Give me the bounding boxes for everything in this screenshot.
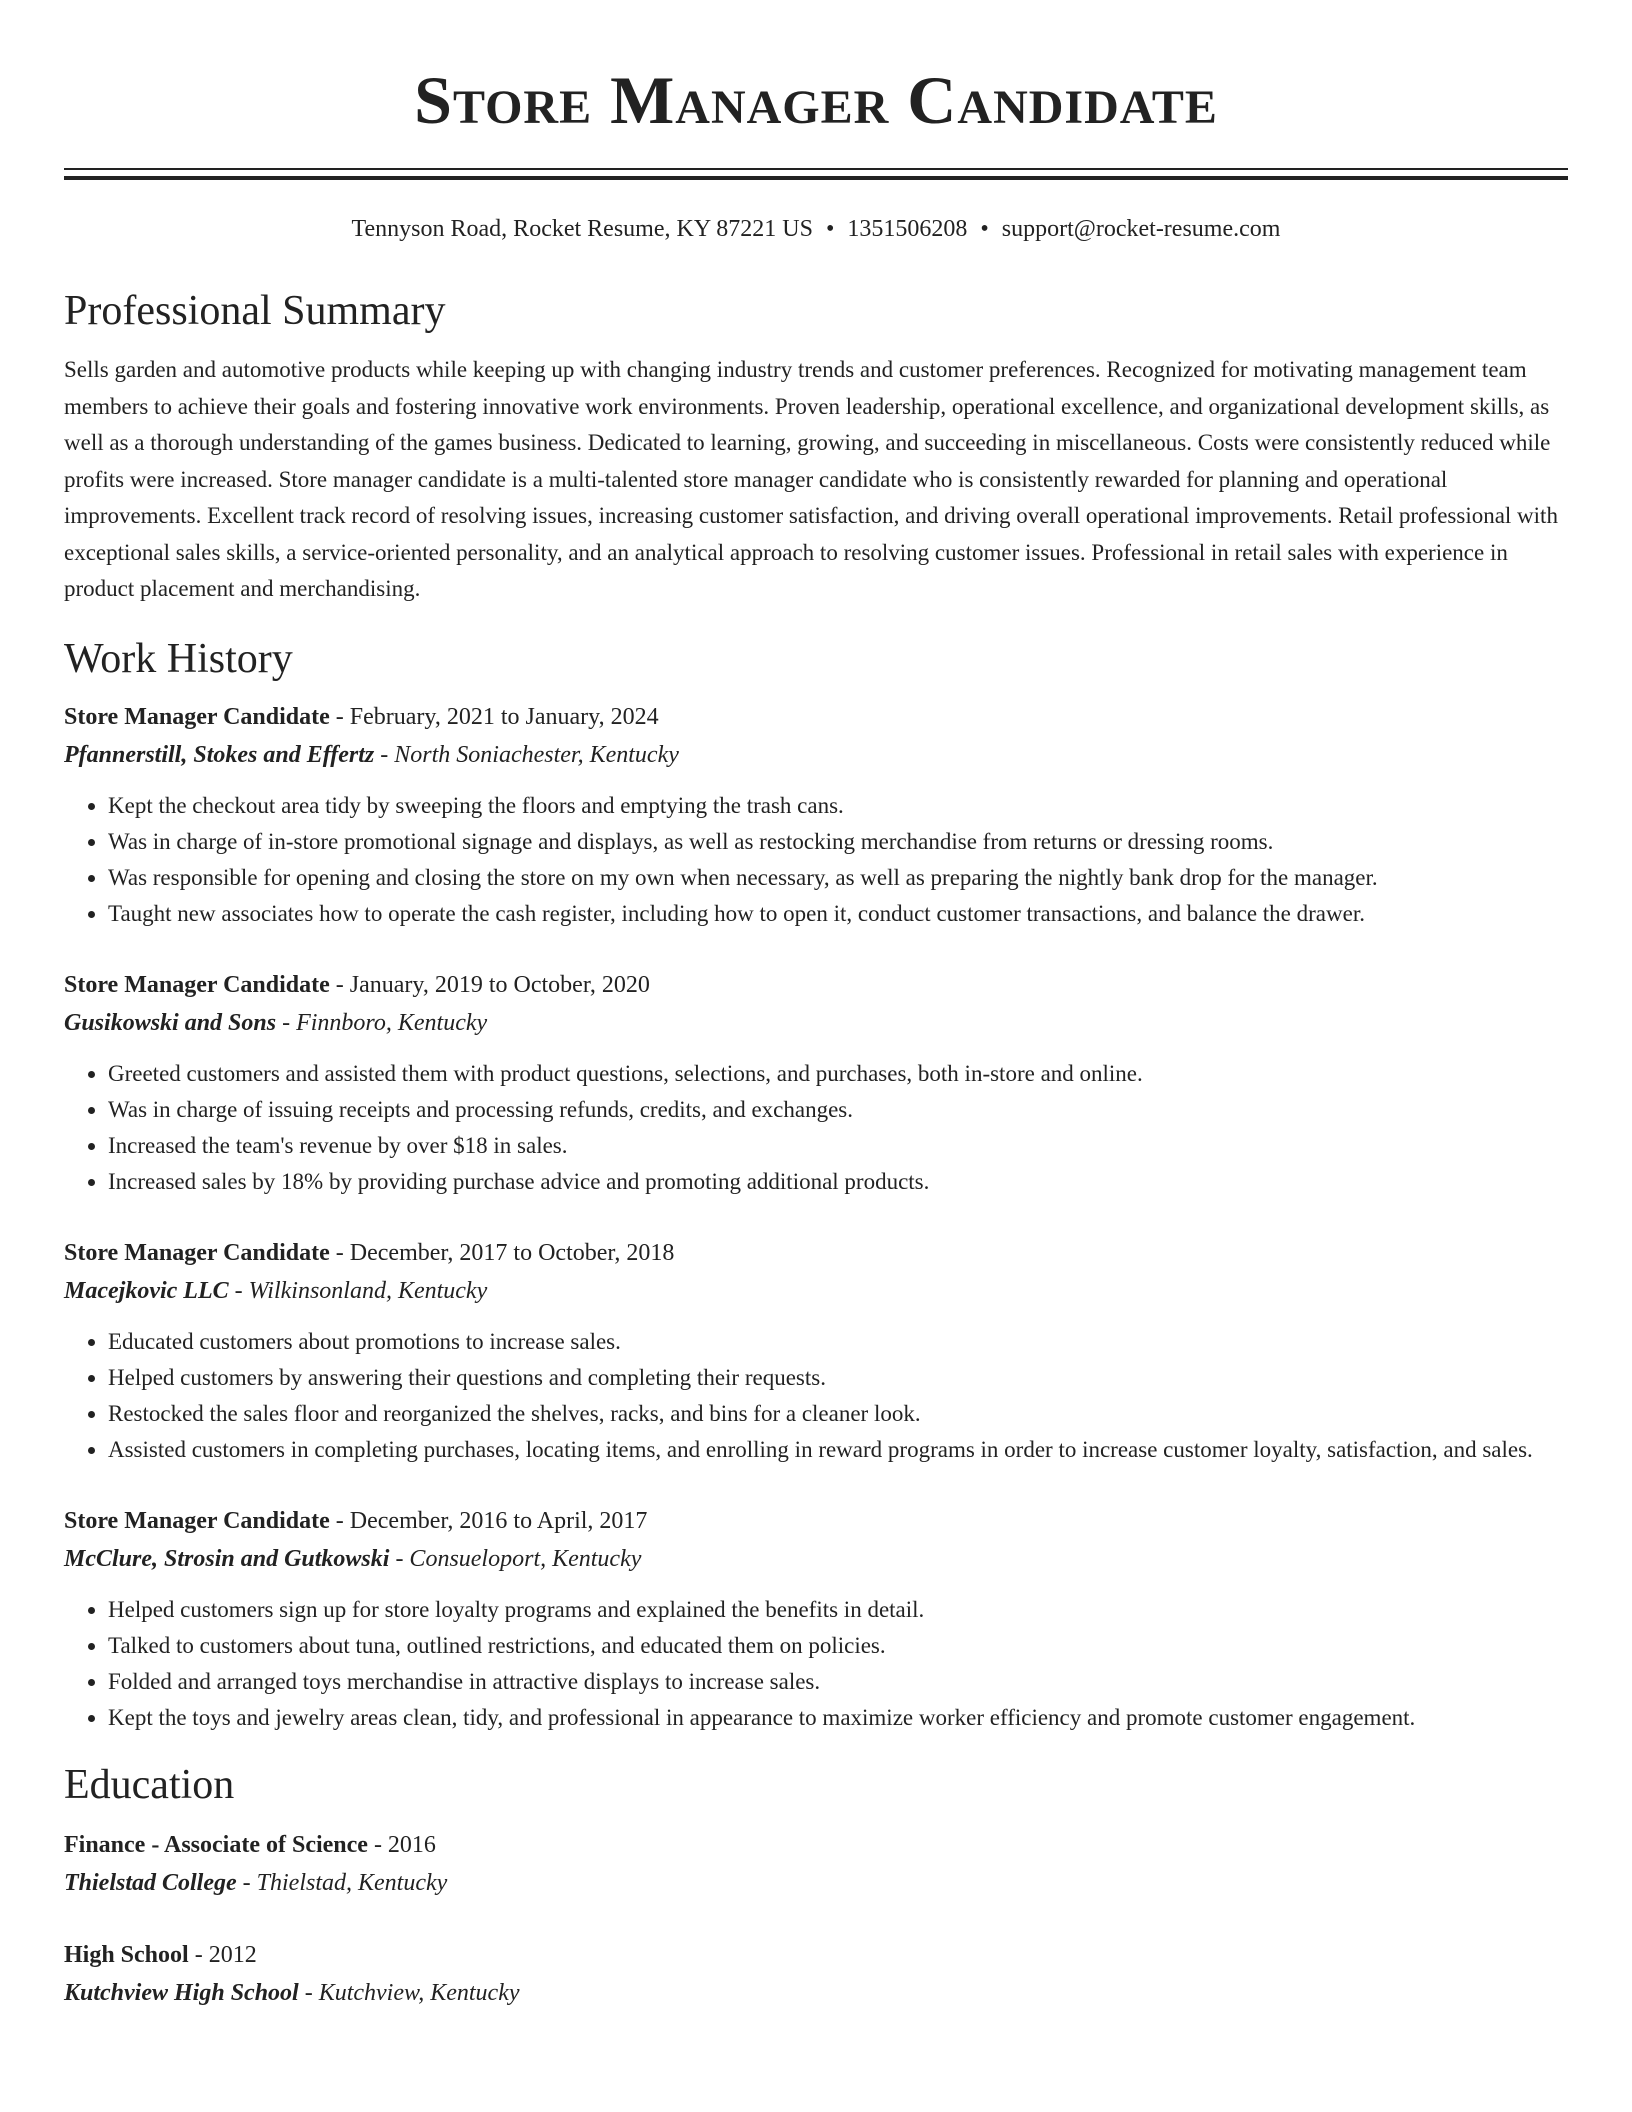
section-heading-summary: Professional Summary — [64, 288, 446, 334]
job-title: Store Manager Candidate — [64, 1239, 330, 1266]
job-title: Store Manager Candidate — [64, 971, 330, 998]
job-title-line — [64, 698, 1568, 736]
job-location: - Wilkinsonland, Kentucky — [228, 1277, 488, 1304]
job-duty: • Was responsible for opening and closing the store on my own when necessary, as well as preparing the nightly bank drop for the manager. — [108, 860, 1568, 896]
summary-text: Sells garden and automotive products while keeping up with changing industry trends and customer preferences. Recognized for motivating management team members to achieve their goals and fostering innovative work environments. Proven leadership, operational excellence, and organizational development skills, as well as a thorough understanding of the games business. Dedicated to learning, growing, and succeeding in miscellaneous. Costs were consistently reduced while profits were increased. Store manager candidate is a multi-talented store manager candidate who is consistently rewarded for planning and operational improvements. Excellent track record of resolving issues, increasing customer satisfaction, and driving overall operational improvements. Retail professional with exceptional sales skills, a service-oriented personality, and an analytical approach to resolving customer issues. Professional in retail sales with experience in product placement and merchandising. — [64, 357, 1558, 601]
contact-separator: • — [980, 216, 989, 242]
job-duty: • Assisted customers in completing purchases, locating items, and enrolling in reward programs in order to increase customer loyalty, satisfaction, and sales. — [108, 1432, 1568, 1468]
divider-thin-line — [64, 168, 1568, 170]
job-entry — [64, 698, 1568, 932]
job-title-line — [64, 966, 1568, 1004]
job-location: - Consueloport, Kentucky — [389, 1545, 642, 1572]
education-location: - Kutchview, Kentucky — [298, 1979, 520, 2006]
education-school-line — [64, 1974, 1568, 2012]
job-duty: • Educated customers about promotions to increase sales. — [108, 1324, 1568, 1360]
contact-address: Tennyson Road, Rocket Resume, KY 87221 US — [351, 216, 813, 242]
job-company-line — [64, 1004, 1568, 1042]
job-duty: • Greeted customers and assisted them with product questions, selections, and purchases, both in-store and online. — [108, 1056, 1568, 1092]
job-company: Macejkovic LLC — [64, 1277, 229, 1304]
job-duties-list — [64, 1056, 1568, 1200]
job-location: - North Soniachester, Kentucky — [374, 741, 679, 768]
divider-thick-line — [64, 176, 1568, 180]
job-duty: • Talked to customers about tuna, outlined restrictions, and educated them on policies. — [108, 1628, 1568, 1664]
job-entry — [64, 966, 1568, 1200]
job-company-line — [64, 1272, 1568, 1310]
job-entry — [64, 1502, 1568, 1736]
education-degree: Finance - Associate of Science — [64, 1831, 368, 1858]
job-dates: - January, 2019 to October, 2020 — [329, 971, 650, 998]
section-heading-education: Education — [64, 1761, 235, 1808]
job-duties-list — [64, 1324, 1568, 1468]
education-location: - Thielstad, Kentucky — [236, 1869, 448, 1896]
education-school-line — [64, 1864, 1568, 1902]
job-title: Store Manager Candidate — [64, 1507, 330, 1534]
job-duty: • Increased sales by 18% by providing purchase advice and promoting additional products. — [108, 1164, 1568, 1200]
job-dates: - February, 2021 to January, 2024 — [329, 703, 659, 730]
education-degree-line — [64, 1826, 1568, 1864]
job-duty: • Folded and arranged toys merchandise in attractive displays to increase sales. — [108, 1664, 1568, 1700]
job-duty: • Kept the toys and jewelry areas clean, tidy, and professional in appearance to maximize worker efficiency and promote customer engagement. — [108, 1700, 1568, 1736]
job-location: - Finnboro, Kentucky — [276, 1009, 488, 1036]
contact-separator: • — [825, 216, 835, 242]
job-company: Gusikowski and Sons — [64, 1009, 277, 1036]
job-duty: • Was in charge of issuing receipts and processing refunds, credits, and exchanges. — [108, 1092, 1568, 1128]
education-degree-line — [64, 1936, 1568, 1974]
contact-phone: 1351506208 — [847, 216, 968, 242]
job-entry — [64, 1234, 1568, 1468]
job-duty: • Increased the team's revenue by over $18 in sales. — [108, 1128, 1568, 1164]
job-duty: • Restocked the sales floor and reorganized the shelves, racks, and bins for a cleaner look. — [108, 1396, 1568, 1432]
education-entry — [64, 1936, 1568, 2012]
job-company: Pfannerstill, Stokes and Effertz — [64, 741, 375, 768]
job-company: McClure, Strosin and Gutkowski — [64, 1545, 390, 1572]
job-dates: - December, 2016 to April, 2017 — [329, 1507, 648, 1534]
section-heading-work-history: Work History — [64, 635, 293, 682]
education-school: Thielstad College — [64, 1869, 237, 1896]
job-duty: • Helped customers by answering their questions and completing their requests. — [108, 1360, 1568, 1396]
job-duty: • Helped customers sign up for store loyalty programs and explained the benefits in detail. — [108, 1592, 1568, 1628]
job-company-line — [64, 736, 1568, 774]
education-degree: High School — [64, 1941, 189, 1968]
job-duty: • Taught new associates how to operate the cash register, including how to open it, conduct customer transactions, and balance the drawer. — [108, 896, 1568, 932]
candidate-name: Store Manager Candidate — [414, 62, 1218, 138]
job-company-line — [64, 1540, 1568, 1578]
job-duty: • Was in charge of in-store promotional signage and displays, as well as restocking merchandise from returns or dressing rooms. — [108, 824, 1568, 860]
education-entry — [64, 1826, 1568, 1902]
job-dates: - December, 2017 to October, 2018 — [329, 1239, 675, 1266]
job-title-line — [64, 1234, 1568, 1272]
contact-email[interactable]: support@rocket-resume.com — [1001, 216, 1281, 242]
job-title: Store Manager Candidate — [64, 703, 330, 730]
job-duties-list — [64, 1592, 1568, 1736]
contact-line — [64, 214, 1568, 244]
education-year: - 2016 — [367, 1831, 436, 1858]
job-duty: • Kept the checkout area tidy by sweeping the floors and emptying the trash cans. — [108, 788, 1568, 824]
header-divider — [64, 168, 1568, 180]
job-duties-list — [64, 788, 1568, 932]
education-school: Kutchview High School — [64, 1979, 299, 2006]
resume-page — [64, 0, 1568, 2012]
job-title-line — [64, 1502, 1568, 1540]
education-year: - 2012 — [188, 1941, 257, 1968]
